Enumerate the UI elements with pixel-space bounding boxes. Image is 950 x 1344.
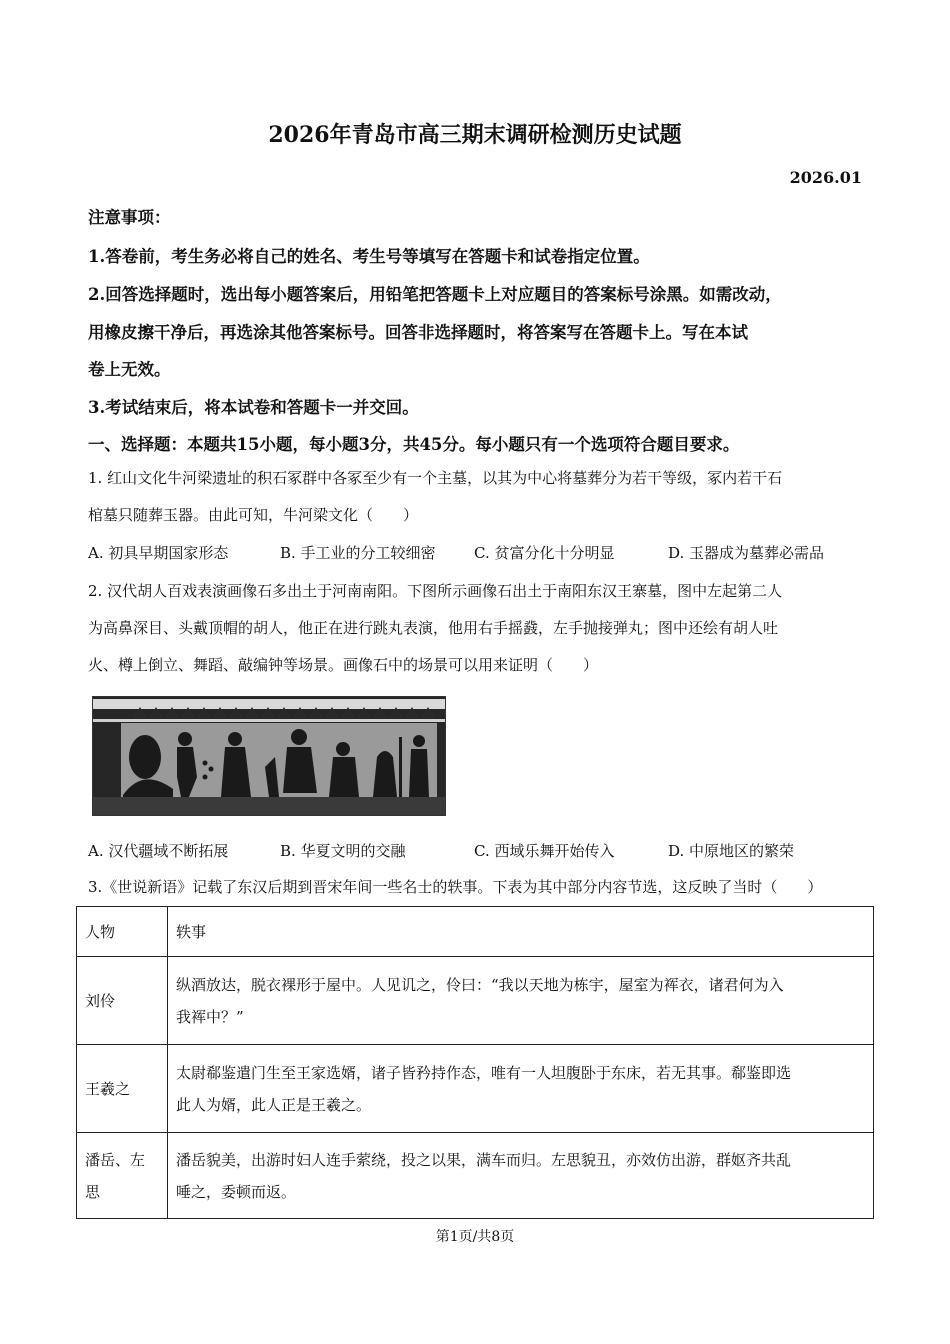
section-heading: 一、选择题：本题共15小题，每小题3分，共45分。每小题只有一个选项符合题目要求。	[88, 435, 740, 454]
row-story	[168, 1045, 874, 1133]
q1-option-b: B. 手工业的分工较细密	[280, 544, 436, 562]
anecdote-table	[76, 906, 874, 1219]
q2-option-c: C. 西域乐舞开始传入	[474, 842, 615, 860]
notice-line-2b: 用橡皮擦干净后，再选涂其他答案标号。回答非选择题时，将答案写在答题卡上。写在本试	[88, 323, 748, 342]
row-story	[168, 1133, 874, 1219]
notice-line-1: 1.答卷前，考生务必将自己的姓名、考生号等填写在答题卡和试卷指定位置。	[88, 247, 650, 266]
row-person-line-1: 潘岳、左	[85, 1150, 146, 1169]
q1-option-d: D. 玉器成为墓葬必需品	[668, 544, 825, 562]
page-footer: 第1页/共8页	[435, 1229, 515, 1245]
q3-stem-line-1: 3.《世说新语》记载了东汉后期到晋宋年间一些名士的轶事。下表为其中部分内容节选，这反映了当时（ ）	[88, 878, 823, 896]
table-row	[77, 1045, 874, 1133]
header-person: 人物	[77, 907, 168, 957]
row-story-line-2: 唾之，委顿而返。	[176, 1182, 297, 1201]
row-person	[77, 1133, 168, 1219]
row-story-line-2: 我裈中？”	[176, 1007, 244, 1026]
notice-line-2c: 卷上无效。	[88, 360, 171, 379]
stone-relief-image	[92, 696, 446, 816]
notice-line-3: 3.考试结束后，将本试卷和答题卡一并交回。	[88, 398, 419, 417]
table-row	[77, 1133, 874, 1219]
q2-option-b: B. 华夏文明的交融	[280, 842, 406, 860]
q2-stem-line-2: 为高鼻深目、头戴顶帽的胡人，他正在进行跳丸表演，他用右手摇鼗，左手抛接弹丸；图中还绘有胡人吐	[88, 619, 779, 637]
row-person-line-2: 思	[85, 1182, 101, 1201]
q2-stem-line-3: 火、樽上倒立、舞蹈、敲编钟等场景。画像石中的场景可以用来证明（ ）	[88, 656, 599, 674]
row-story	[168, 957, 874, 1045]
q2-stem-line-1: 2. 汉代胡人百戏表演画像石多出土于河南南阳。下图所示画像石出土于南阳东汉王寨墓，图中左起第二人	[88, 582, 783, 600]
exam-title: 2026年青岛市高三期末调研检测历史试题	[268, 122, 682, 148]
notice-heading: 注意事项：	[88, 208, 171, 227]
row-story-line-1: 太尉郗鉴遣门生至王家选婿，诸子皆矜持作态，唯有一人坦腹卧于东床，若无其事。郗鉴即选	[176, 1063, 792, 1082]
exam-date: 2026.01	[789, 168, 862, 187]
header-story: 轶事	[168, 907, 874, 957]
row-person: 刘伶	[77, 957, 168, 1045]
notice-line-2a: 2.回答选择题时，选出每小题答案后，用铅笔把答题卡上对应题目的答案标号涂黑。如需改动，	[88, 285, 782, 304]
q1-option-a: A. 初具早期国家形态	[88, 544, 229, 562]
row-story-line-1: 潘岳貌美，出游时妇人连手萦绕，投之以果，满车而归。左思貌丑，亦效仿出游，群妪齐共乱	[176, 1150, 792, 1169]
table-row	[77, 957, 874, 1045]
q2-option-a: A. 汉代疆域不断拓展	[88, 842, 229, 860]
q1-stem-line-2: 棺墓只随葬玉器。由此可知，牛河梁文化（ ）	[88, 506, 419, 524]
table-header-row	[77, 907, 874, 957]
q1-stem-line-1: 1. 红山文化牛河梁遗址的积石冢群中各冢至少有一个主墓，以其为中心将墓葬分为若干等级，冢内若干石	[88, 469, 783, 487]
q2-option-d: D. 中原地区的繁荣	[668, 842, 795, 860]
row-person: 王羲之	[77, 1045, 168, 1133]
q1-option-c: C. 贫富分化十分明显	[474, 544, 615, 562]
row-story-line-1: 纵酒放达，脱衣裸形于屋中。人见讥之，伶曰：“我以天地为栋宇，屋室为裈衣，诸君何为入	[176, 975, 784, 994]
row-story-line-2: 此人为婿，此人正是王羲之。	[176, 1095, 372, 1114]
